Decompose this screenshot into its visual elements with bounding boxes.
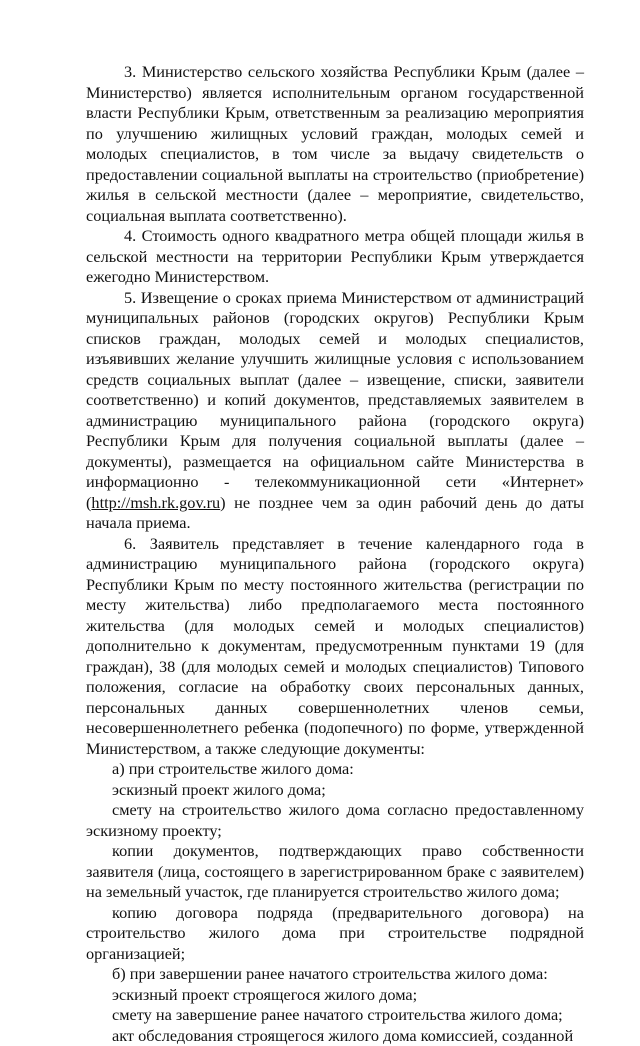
paragraph-3: 3. Министерство сельского хозяйства Республики Крым (далее – Министерство) является исполнительным органом государственной власти Республики Крым, ответственным за реализацию мероприятия по улучшению жилищных условий граждан, молодых семей и молодых специалистов, в том числе за выдачу свидетельств о предоставлении социальной выплаты на строительство (приобретение) жилья в сельской местности (далее – мероприятие, свидетельство, социальная выплата соответственно). bbox=[86, 62, 584, 226]
paragraph-5-text-end: ) не позднее чем за один рабочий день до даты начала приема. bbox=[86, 493, 584, 533]
item-a-estimate: смету на строительство жилого дома согласно предоставленному эскизному проекту; bbox=[86, 800, 584, 841]
item-a-contract-copy: копию договора подряда (предварительного договора) на строительство жилого дома при строительстве подрядной организацией; bbox=[86, 903, 584, 965]
paragraph-6: 6. Заявитель представляет в течение календарного года в администрацию муниципального района (городского округа) Республики Крым по месту постоянного жительства (регистрации по месту жительства) либо предполагаемого места постоянного жительства (для молодых семей и молодых специалистов) дополнительно к документам, предусмотренным пунктами 19 (для граждан), 38 (для молодых семей и молодых специалистов) Типового положения, согласие на обработку своих персональных данных, персональных данных совершеннолетних членов семьи, несовершеннолетнего ребенка (подопечного) по форме, утвержденной Министерством, а также следующие документы: bbox=[86, 534, 584, 760]
item-a-ownership-documents: копии документов, подтверждающих право собственности заявителя (лица, состоящего в зарегистрированном браке с заявителем) на земельный участок, где планируется строительство жилого дома; bbox=[86, 841, 584, 903]
item-a-title: а) при строительстве жилого дома: bbox=[86, 759, 584, 780]
paragraph-5 bbox=[86, 288, 584, 534]
item-b-title: б) при завершении ранее начатого строительства жилого дома: bbox=[86, 964, 584, 985]
paragraph-4: 4. Стоимость одного квадратного метра общей площади жилья в сельской местности на территории Республики Крым утверждается ежегодно Министерством. bbox=[86, 226, 584, 288]
item-b-inspection-act: акт обследования строящегося жилого дома комиссией, созданной bbox=[86, 1026, 584, 1046]
item-b-estimate: смету на завершение ранее начатого строительства жилого дома; bbox=[86, 1005, 584, 1026]
ministry-website-link[interactable]: http://msh.rk.gov.ru bbox=[91, 493, 220, 512]
item-b-sketch-project: эскизный проект строящегося жилого дома; bbox=[86, 985, 584, 1006]
paragraph-5-text-start: 5. Извещение о сроках приема Министерством от администраций муниципальных районов (городских округов) Республики Крым списков граждан, молодых семей и молодых специалистов, изъявивших желание улучшить жилищные условия с использованием средств социальных выплат (далее – извещение, списки, заявители соответственно) и копий документов, представляемых заявителем в администрацию муниципального района (городского округа) Республики Крым для получения социальной выплаты (далее – документы), размещается на официальном сайте Министерства в информационно - телекоммуникационной сети «Интернет» ( bbox=[86, 288, 584, 512]
item-a-sketch-project: эскизный проект жилого дома; bbox=[86, 780, 584, 801]
